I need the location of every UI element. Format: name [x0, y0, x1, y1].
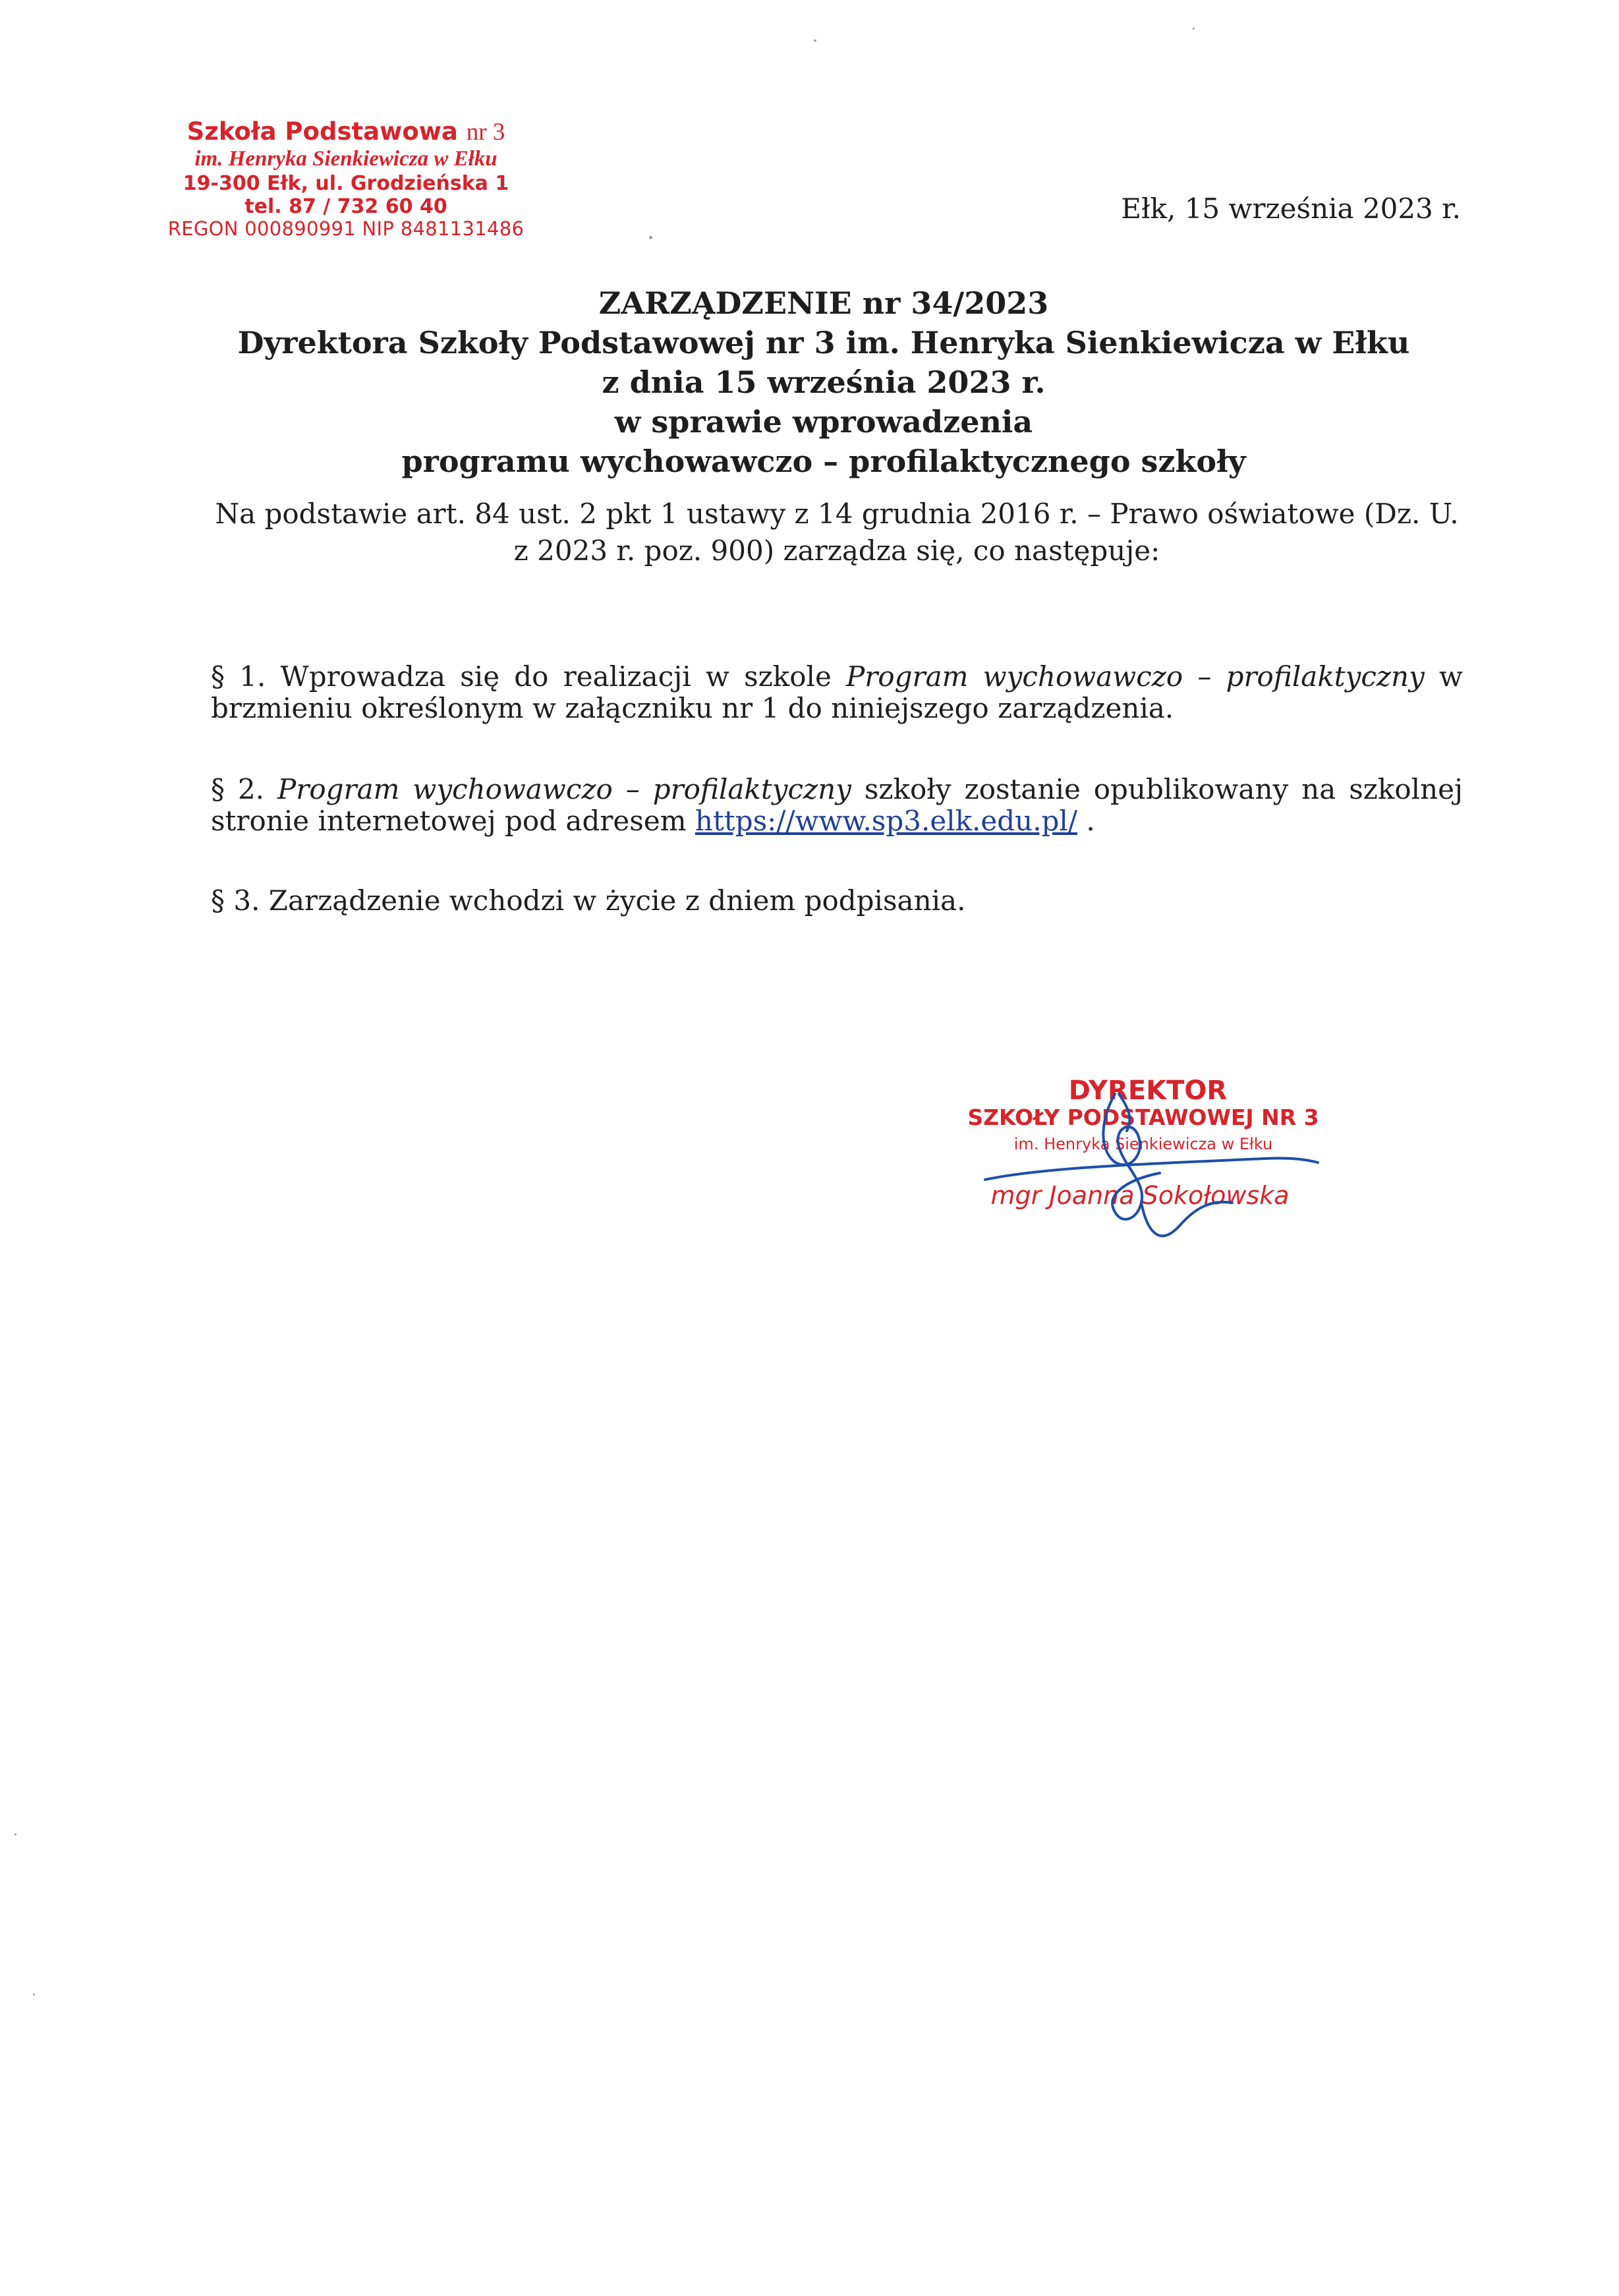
paragraph-2-prefix: § 2.	[211, 773, 277, 805]
scan-speck	[1193, 28, 1195, 30]
heading-title: ZARZĄDZENIE nr 34/2023	[598, 285, 1049, 321]
handwritten-signature	[949, 1068, 1338, 1265]
stamp-regon-nip: REGON 000890991 NIP 8481131486	[167, 217, 525, 241]
stamp-phone: tel. 87 / 732 60 40	[244, 194, 447, 218]
stamp-director-patron: im. Henryka Sienkiewicza w Ełku	[1013, 1135, 1273, 1153]
stamp-director-school: SZKOŁY PODSTAWOWEJ NR 3	[967, 1105, 1319, 1130]
paragraph-1-program-name: Program wychowawczo – profilaktyczny	[846, 660, 1425, 693]
signature-stroke-hook	[1119, 1094, 1129, 1131]
paragraph-2	[211, 774, 1463, 837]
scan-speck	[33, 1994, 35, 1995]
document-heading	[152, 283, 1496, 481]
stamp-school-name: Szkoła Podstawowa nr 3	[186, 117, 505, 146]
paragraph-3: § 3. Zarządzenie wchodzi w życie z dniem podpisania.	[211, 884, 966, 917]
heading-subject-2: programu wychowawczo – profilaktycznego szkoły	[401, 444, 1246, 479]
heading-date: z dnia 15 września 2023 r.	[602, 364, 1046, 400]
stamp-address: 19-300 Ełk, ul. Grodzieńska 1	[183, 171, 509, 195]
stamp-school-number: nr 3	[466, 119, 505, 146]
paragraph-1-suffix: w brzmieniu określonym w załączniku nr 1 do niniejszego zarządzenia.	[211, 660, 1463, 724]
paragraph-2-suffix: .	[1077, 805, 1095, 837]
school-stamp	[135, 117, 557, 241]
paragraph-2-program-name: Program wychowawczo – profilaktyczny	[277, 773, 851, 805]
scan-speck	[814, 40, 816, 42]
stamp-patron: im. Henryka Sienkiewicza w Ełku	[194, 147, 497, 171]
paragraph-2-text: szkoły zostanie opublikowany na szkolnej stronie internetowej pod adresem	[211, 773, 1463, 837]
stamp-director-title: DYREKTOR	[1068, 1076, 1228, 1106]
scan-speck	[14, 1833, 16, 1835]
signature-stroke-sweep	[985, 1158, 1318, 1180]
heading-subject-1: w sprawie wprowadzenia	[614, 404, 1033, 440]
place-date: Ełk, 15 września 2023 r.	[1121, 192, 1461, 225]
paragraph-1-prefix: § 1. Wprowadza się do realizacji w szkole	[211, 660, 847, 693]
stamp-director-name: mgr Joanna Sokołowska	[990, 1181, 1290, 1210]
paragraph-1	[211, 661, 1463, 724]
scan-speck	[649, 236, 652, 239]
legal-basis: Na podstawie art. 84 ust. 2 pkt 1 ustawy z 14 grudnia 2016 r. – Prawo oświatowe (Dz. U. z 2023 r. poz. 900) zarządza się, co następuje:	[215, 498, 1459, 567]
signature-stroke-tail	[1141, 1202, 1232, 1236]
signature-stroke-loop	[1103, 1094, 1160, 1219]
heading-issuer: Dyrektora Szkoły Podstawowej nr 3 im. Henryka Sienkiewicza w Ełku	[237, 325, 1410, 360]
school-website-link[interactable]: https://www.sp3.elk.edu.pl/	[695, 805, 1078, 837]
